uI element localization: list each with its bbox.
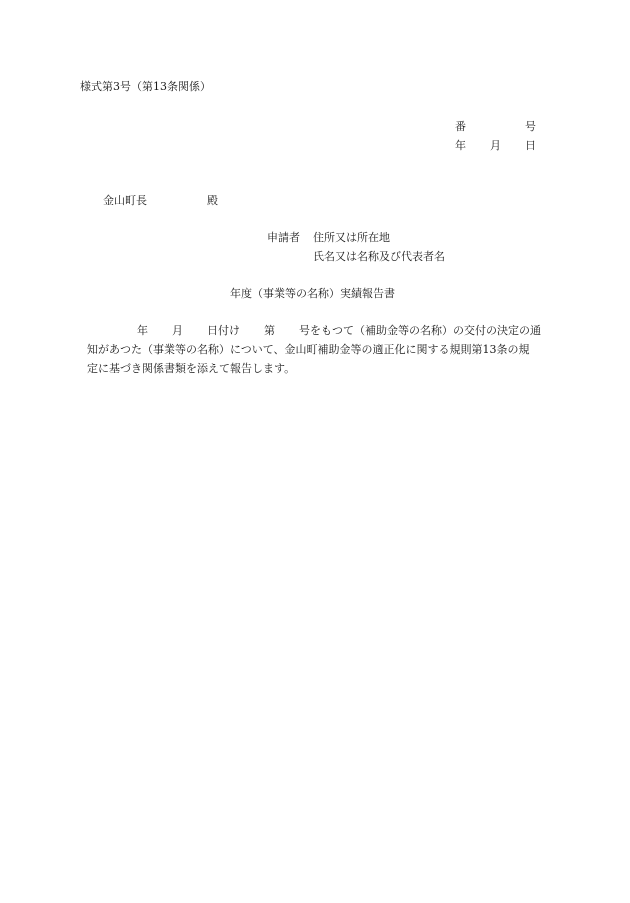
form-number-label: 様式第3号（第13条関係） [80,80,211,93]
document-title: 年度（事業等の名称）実績報告書 [230,287,395,300]
body-line-3: 定に基づき関係書類を添えて報告します。 [87,362,296,375]
applicant-name-label: 氏名又は名称及び代表者名 [313,250,445,263]
body-line-2: 知があつた（事業等の名称）について、金山町補助金等の適正化に関する規則第13条の規 [87,343,530,356]
body-date-suffix: 日付け [207,324,240,337]
date-year-label: 年 [455,139,466,152]
body-paragraph [87,321,549,378]
date-day-label: 日 [525,139,536,152]
document-number-label: 番 [455,120,466,133]
addressee-name: 金山町長 [103,194,147,207]
body-number-prefix: 第 [264,324,275,337]
date-month-label: 月 [490,139,501,152]
addressee-honorific: 殿 [207,194,218,207]
applicant-address-label: 住所又は所在地 [313,231,390,244]
body-line-1-rest: 号をもつて（補助金等の名称）の交付の決定の通 [299,324,541,337]
body-year: 年 [137,324,148,337]
body-month: 月 [172,324,183,337]
body-line-1 [87,321,549,340]
document-number-suffix: 号 [525,120,536,133]
applicant-label: 申請者 [267,231,300,244]
